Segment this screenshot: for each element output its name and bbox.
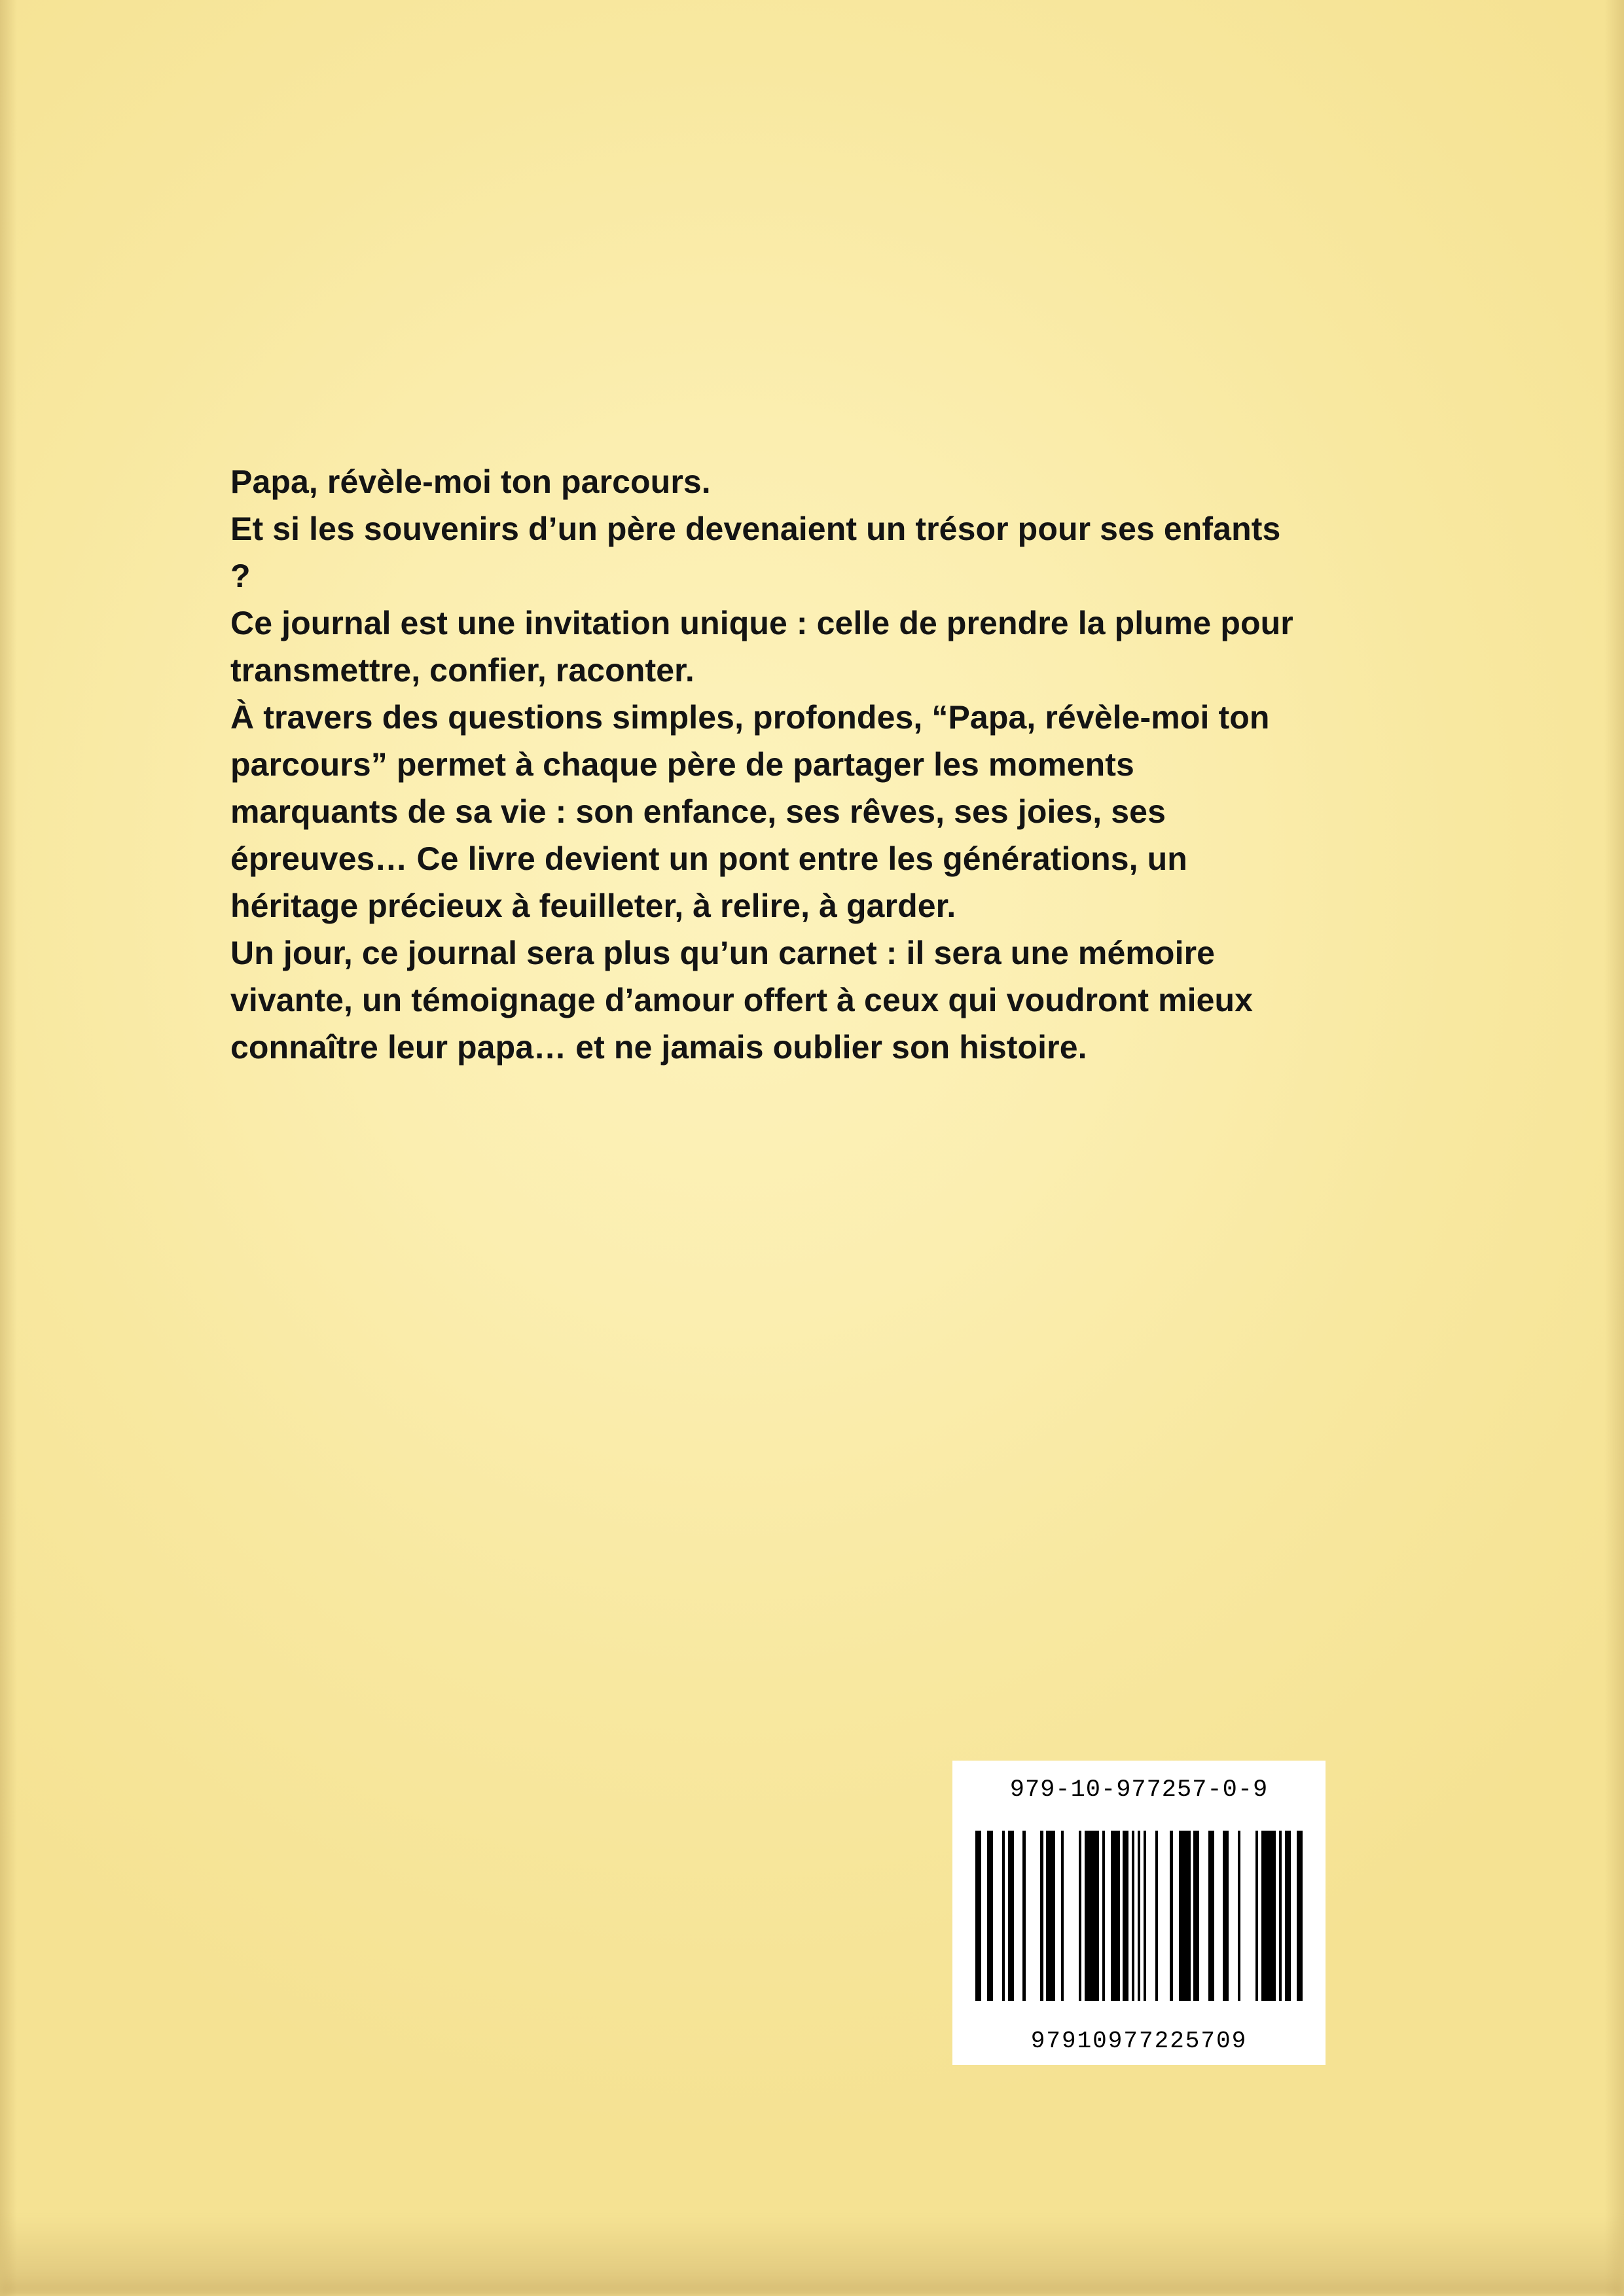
isbn-number: 979-10-977257-0-9	[1009, 1776, 1269, 1804]
back-cover-blurb	[230, 458, 1297, 1071]
blurb-paragraph-2: Et si les souvenirs d’un père devenaient un trésor pour ses enfants ?	[230, 511, 1281, 594]
ean-digits: 97910977225709	[1030, 2028, 1248, 2054]
isbn-barcode	[952, 1761, 1326, 2065]
left-edge-shadow	[0, 0, 17, 2296]
blurb-paragraph-5: Un jour, ce journal sera plus qu’un carnet : il sera une mémoire vivante, un témoignage d’amour offert à ceux qui voudront mieux connaître leur papa… et ne jamais oublier son histoire.	[230, 935, 1254, 1066]
blurb-paragraph-1: Papa, révèle-moi ton parcours.	[230, 463, 711, 500]
blurb-paragraph-4: À travers des questions simples, profondes, “Papa, révèle-moi ton parcours” permet à chaque père de partager les moments marquants de sa vie : son enfance, ses rêves, ses joies, ses épreuves… Ce livre devient un pont entre les générations, un héritage précieux à feuilleter, à relire, à garder.	[230, 699, 1270, 924]
right-edge-shadow	[1604, 0, 1624, 2296]
blurb-paragraph-3: Ce journal est une invitation unique : celle de prendre la plume pour transmettre, confier, raconter.	[230, 605, 1293, 689]
barcode-bars	[975, 1831, 1303, 2001]
